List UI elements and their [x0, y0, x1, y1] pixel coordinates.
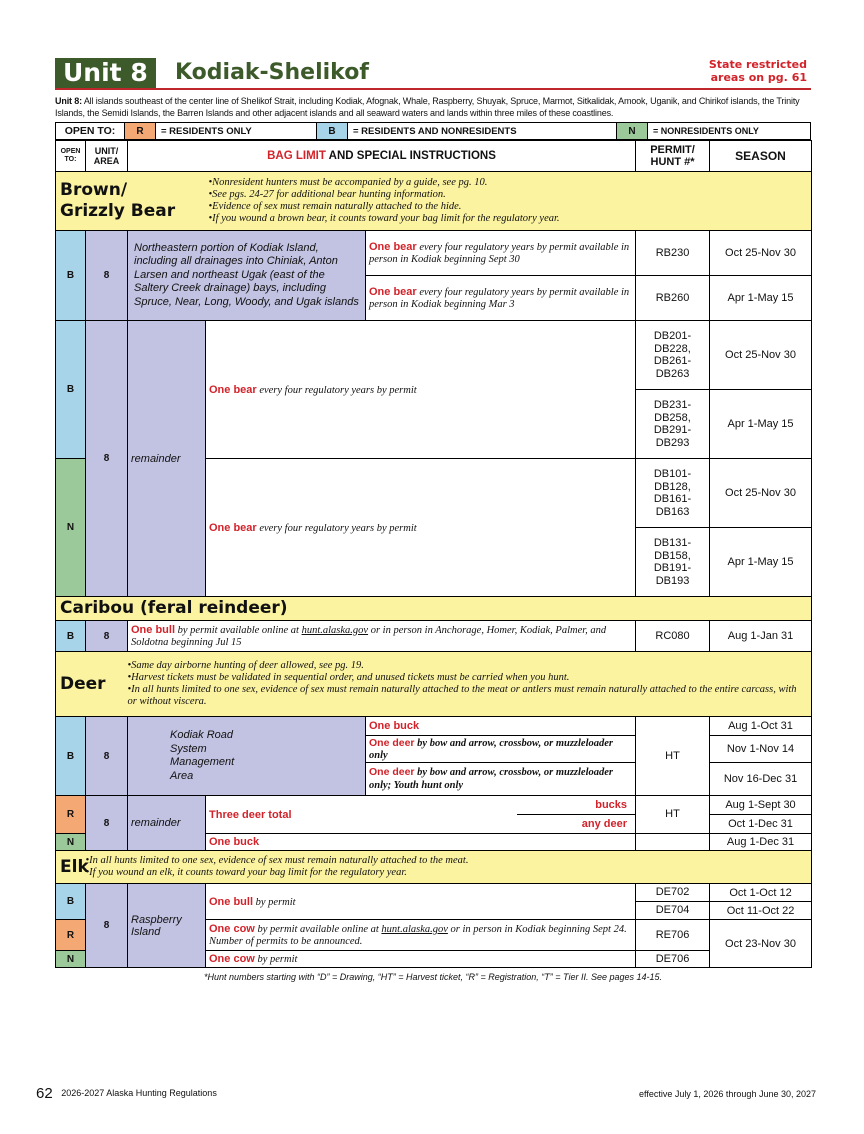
unit-cell: 8	[86, 884, 128, 968]
bag-limit-cell: One cow by permit available online at hunt.alaska.gov or in person in Kodiak beginning Sept 24. Number of permits to be announced.	[206, 920, 636, 951]
bag-limit-cell: One buck	[366, 717, 636, 736]
permit-cell: DB231- DB258, DB291- DB293	[636, 390, 710, 459]
bag-limit-cell: Three deer total bucks any deer	[206, 796, 636, 834]
permit-cell: HT	[636, 717, 710, 796]
permit-cell: RB230	[636, 231, 710, 276]
legend-n-swatch: N	[617, 123, 648, 139]
season-cell: Oct 25-Nov 30	[710, 231, 812, 276]
season-cell: Aug 1-Dec 31	[710, 834, 812, 851]
bag-limit-cell: One deer by bow and arrow, crossbow, or muzzleloader only	[366, 736, 636, 763]
col-unit-area: UNIT/ AREA	[86, 141, 128, 172]
bag-limit-cell: One bear every four regulatory years by permit	[206, 459, 636, 597]
open-code: B	[56, 884, 86, 920]
season-cell: Oct 25-Nov 30	[710, 321, 812, 390]
regulation-table	[55, 140, 812, 968]
open-to-legend: OPEN TO: R = RESIDENTS ONLY B = RESIDENTS AND NONRESIDENTS N = NONRESIDENTS ONLY	[55, 122, 811, 140]
bag-limit-cell: One cow by permit	[206, 951, 636, 968]
season-cell: Aug 1-Oct 31	[710, 717, 812, 736]
unit-cell: 8	[86, 796, 128, 851]
season-cell: Oct 1-Dec 31	[710, 815, 812, 834]
permit-cell: DE704	[636, 902, 710, 920]
species-row-deer	[56, 652, 812, 717]
bag-limit-cell: One bull by permit available online at hunt.alaska.gov or in person in Anchorage, Homer, Kodiak, Palmer, and Soldotna beginning Jul 15	[128, 621, 636, 652]
season-cell: Apr 1-May 15	[710, 528, 812, 597]
open-code: R	[56, 920, 86, 951]
hunt-link[interactable]: hunt.alaska.gov	[381, 923, 448, 935]
season-cell: Oct 1-Oct 12	[710, 884, 812, 902]
season-cell: Aug 1-Sept 30	[710, 796, 812, 815]
restricted-areas-note[interactable]: State restricted areas on pg. 61	[708, 58, 807, 84]
permit-cell: DB131- DB158, DB191- DB193	[636, 528, 710, 597]
open-code: B	[56, 231, 86, 321]
table-row	[56, 621, 812, 652]
species-title: Caribou (feral reindeer)	[56, 597, 812, 621]
open-code: N	[56, 951, 86, 968]
col-permit: PERMIT/ HUNT #*	[636, 141, 710, 172]
species-title: Deer	[56, 652, 128, 717]
unit-name: Kodiak-Shelikof	[175, 60, 369, 85]
area-cell: Kodiak Road System Management Area	[128, 717, 366, 796]
table-row	[56, 321, 812, 390]
open-code: B	[56, 321, 86, 459]
unit-description: Unit 8: All islands southeast of the center line of Shelikof Strait, including Kodiak, Afognak, Whale, Raspberry, Shuyak, Spruce, Marmot, Sitkalidak, Amook, Uganik, and Chirikof islands, the Trinity Islands, the Semidi Islands, the Barren Islands and other adjacent islands and all seaward waters and lands within three miles of these coastlines.	[55, 96, 800, 118]
permit-cell: RC080	[636, 621, 710, 652]
area-cell: Northeastern portion of Kodiak Island, including all drainages into Chiniak, Anton Larsen and northeast Ugak (east of the Saltery Creek drainage) bays, including Spruce, Near, Long, Woody, and Ugak islands	[128, 231, 366, 321]
area-cell: remainder	[128, 796, 206, 851]
col-season: SEASON	[710, 141, 812, 172]
species-notes: •Nonresident hunters must be accompanied by a guide, see pg. 10. •See pgs. 24-27 for additional bear hunting information. •Evidence of sex must remain naturally attached to the hide. •If you wound a brown bear, it counts toward your bag limit for the regulatory year.	[206, 172, 812, 231]
species-row-bear	[56, 172, 812, 231]
season-cell: Nov 16-Dec 31	[710, 763, 812, 796]
legend-r-swatch: R	[125, 123, 156, 139]
species-title: Elk	[56, 851, 86, 884]
permit-cell: RE706	[636, 920, 710, 951]
season-cell: Oct 23-Nov 30	[710, 920, 812, 968]
permit-cell: DE702	[636, 884, 710, 902]
permit-cell: RB260	[636, 276, 710, 321]
bag-limit-cell: One bull by permit	[206, 884, 636, 920]
open-code: N	[56, 834, 86, 851]
col-open-to: OPEN TO:	[56, 141, 86, 172]
species-row-elk	[56, 851, 812, 884]
season-cell: Oct 25-Nov 30	[710, 459, 812, 528]
unit-cell: 8	[86, 231, 128, 321]
open-code: N	[56, 459, 86, 597]
open-code: B	[56, 717, 86, 796]
bag-limit-cell: One deer by bow and arrow, crossbow, or muzzleloader only; Youth hunt only	[366, 763, 636, 796]
season-cell: Nov 1-Nov 14	[710, 736, 812, 763]
bag-limit-cell: One bear every four regulatory years by permit	[206, 321, 636, 459]
open-code: R	[56, 796, 86, 834]
unit-cell: 8	[86, 621, 128, 652]
footnote: *Hunt numbers starting with “D” = Drawing, “HT” = Harvest ticket, “R” = Registration, “T” = Tier II. See pages 14-15.	[203, 972, 663, 982]
species-notes: •Same day airborne hunting of deer allowed, see pg. 19. •Harvest tickets must be validated in sequential order, and unused tickets must be carried when you hunt. •In all hunts limited to one sex, evidence of sex must remain naturally attached to the meat or antlers must remain naturally attached to the entire carcass, with or without viscera.	[128, 652, 812, 717]
table-row	[56, 231, 812, 276]
column-header-row	[56, 141, 812, 172]
season-cell: Oct 11-Oct 22	[710, 902, 812, 920]
species-row-caribou	[56, 597, 812, 621]
area-cell: remainder	[128, 321, 206, 597]
species-title: Brown/ Grizzly Bear	[56, 172, 206, 231]
permit-cell: DB101- DB128, DB161- DB163	[636, 459, 710, 528]
effective-dates: effective July 1, 2026 through June 30, 2027	[639, 1089, 816, 1099]
bag-limit-cell: One bear every four regulatory years by permit available in person in Kodiak beginning Mar 3	[366, 276, 636, 321]
permit-cell: DB201- DB228, DB261- DB263	[636, 321, 710, 390]
unit-cell: 8	[86, 717, 128, 796]
season-cell: Aug 1-Jan 31	[710, 621, 812, 652]
species-notes: •In all hunts limited to one sex, evidence of sex must remain naturally attached to the meat. •If you wound an elk, it counts toward your bag limit for the regulatory year.	[86, 851, 812, 884]
season-cell: Apr 1-May 15	[710, 276, 812, 321]
table-row	[56, 796, 812, 815]
regulation-page	[55, 58, 811, 982]
publication-title: 2026-2027 Alaska Hunting Regulations	[61, 1087, 217, 1098]
table-row	[56, 884, 812, 902]
bag-limit-cell: One buck	[206, 834, 636, 851]
page-number: 62	[36, 1085, 53, 1102]
unit-cell: 8	[86, 321, 128, 597]
unit-header	[55, 58, 811, 90]
permit-cell: DE706	[636, 951, 710, 968]
table-row	[56, 717, 812, 736]
open-code: B	[56, 621, 86, 652]
area-cell: Raspberry Island	[128, 884, 206, 968]
page-footer	[36, 1085, 816, 1102]
permit-cell	[636, 834, 710, 851]
permit-cell: HT	[636, 796, 710, 834]
hunt-link[interactable]: hunt.alaska.gov	[301, 624, 369, 636]
unit-number: Unit 8	[55, 58, 156, 88]
legend-b-swatch: B	[317, 123, 348, 139]
bag-limit-cell: One bear every four regulatory years by permit available in person in Kodiak beginning Sept 30	[366, 231, 636, 276]
season-cell: Apr 1-May 15	[710, 390, 812, 459]
col-bag-limit: BAG LIMIT AND SPECIAL INSTRUCTIONS	[128, 141, 636, 172]
